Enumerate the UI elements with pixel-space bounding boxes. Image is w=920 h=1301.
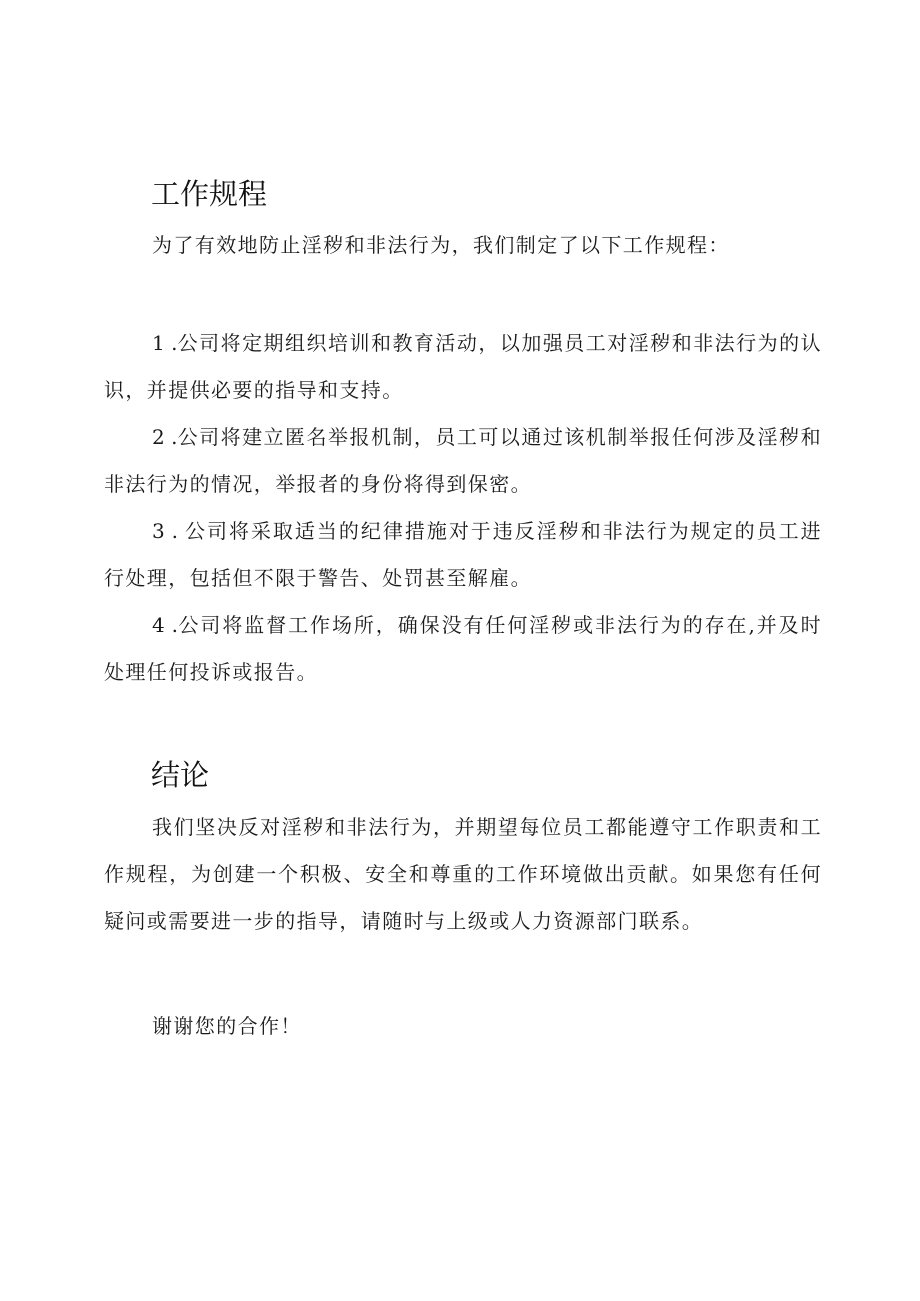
conclusion-heading: 结论 xyxy=(151,758,210,792)
list-item-number: 3 xyxy=(152,519,165,543)
list-item-separator: . xyxy=(164,519,185,543)
list-item-text: 公司将建立匿名举报机制，员工可以通过该机制举报任何涉及淫秽和非法行为的情况，举报者的身份将得到保密。 xyxy=(104,425,823,496)
list-item-separator: . xyxy=(164,613,178,637)
list-item-text: 公司将采取适当的纪律措施对于违反淫秽和非法行为规定的员工进行处理，包括但不限于警告、处罚甚至解雇。 xyxy=(104,519,822,590)
list-item-number: 4 xyxy=(152,613,165,637)
list-item-separator: . xyxy=(164,425,178,449)
list-item xyxy=(104,602,822,696)
work-rules-intro: 为了有效地防止淫秽和非法行为，我们制定了以下工作规程： xyxy=(152,233,730,257)
conclusion-body: 我们坚决反对淫秽和非法行为，并期望每位员工都能遵守工作职责和工作规程，为创建一个积极、安全和尊重的工作环境做出贡献。如果您有任何疑问或需要进一步的指导，请随时与上级或人力资源部门联系。 xyxy=(104,815,822,933)
list-item-text: 公司将监督工作场所，确保没有任何淫秽或非法行为的存在,并及时处理任何投诉或报告。 xyxy=(104,613,823,684)
list-item xyxy=(104,320,822,414)
work-rules-heading: 工作规程 xyxy=(151,177,268,211)
list-item-text: 公司将定期组织培训和教育活动，以加强员工对淫秽和非法行为的认识，并提供必要的指导和支持。 xyxy=(104,331,823,402)
list-item-number: 1 xyxy=(152,331,165,355)
list-item-separator: . xyxy=(164,331,178,355)
list-item xyxy=(104,414,822,508)
list-item-number: 2 xyxy=(152,425,165,449)
thanks-line: 谢谢您的合作！ xyxy=(152,1014,302,1038)
list-item xyxy=(104,508,822,602)
